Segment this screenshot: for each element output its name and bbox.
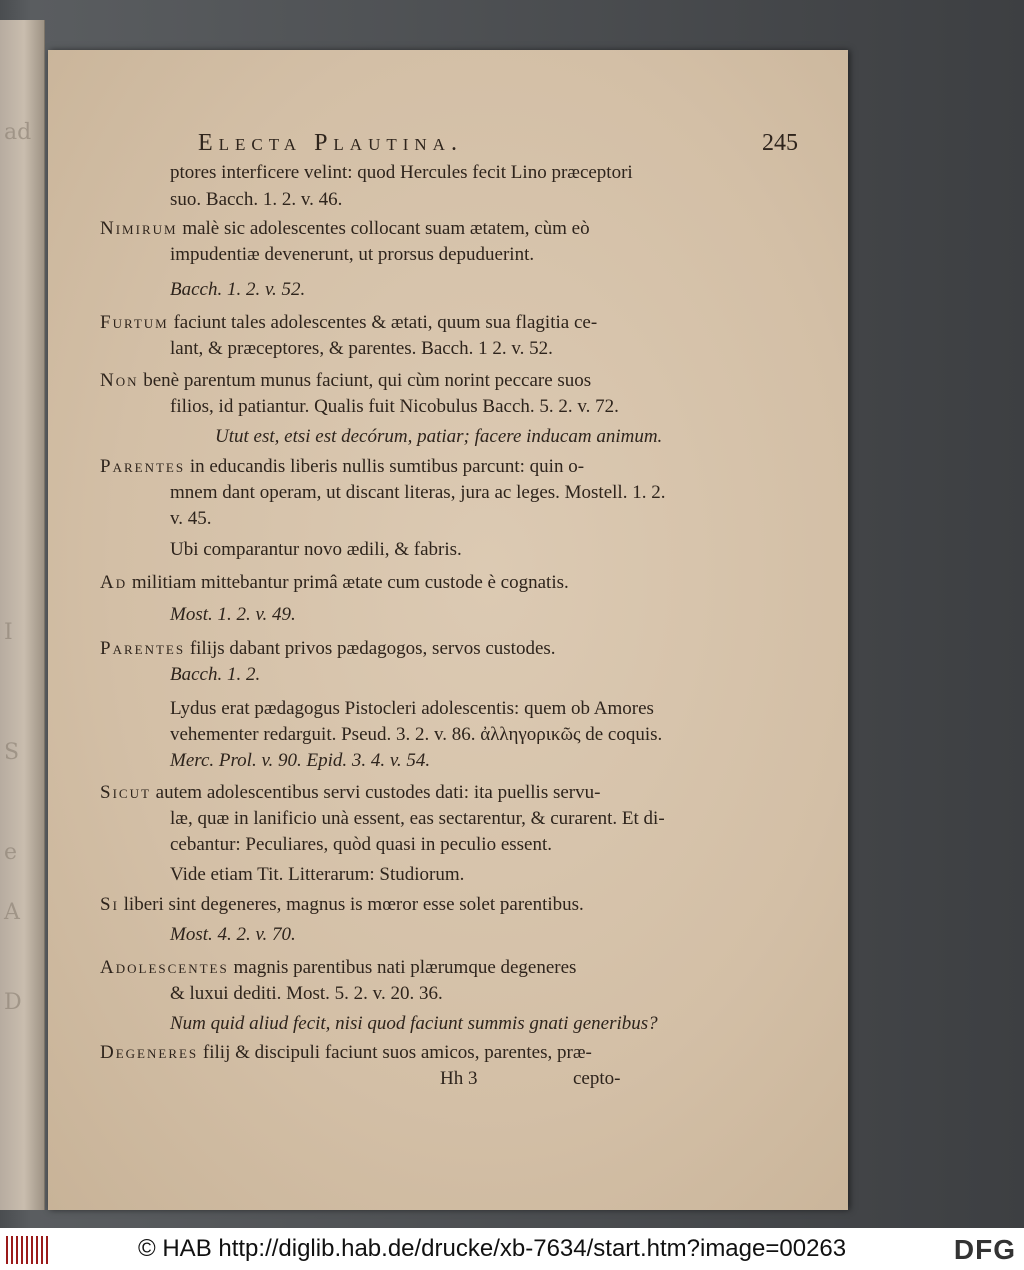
- text-line: vehementer redarguit. Pseud. 3. 2. v. 86. ἀλληγορικῶς de coquis.: [170, 724, 663, 745]
- page-header: [198, 130, 798, 166]
- text-line: cebantur: Peculiares, quòd quasi in peculio essent.: [170, 834, 553, 855]
- entry-lead: Furtum: [100, 312, 169, 333]
- text-line: Bacch. 1. 2. v. 52.: [170, 279, 306, 300]
- text-line: Ad militiam mittebantur primâ ætate cum custode è cognatis.: [100, 572, 569, 593]
- signature-mark: Hh 3: [440, 1068, 478, 1089]
- dfg-logo: DFG: [953, 1234, 1016, 1265]
- text-line: lant, & præceptores, & parentes. Bacch. 1 2. v. 52.: [170, 338, 553, 359]
- copyright-link[interactable]: © HAB http://diglib.hab.de/drucke/xb-7634/start.htm?image=00263: [138, 1235, 847, 1262]
- entry-lead: Ad: [100, 572, 128, 593]
- entry-lead: Non: [100, 370, 139, 391]
- text-line: Parentes in educandis liberis nullis sumtibus parcunt: quin o-: [100, 456, 585, 477]
- text-line: filios, id patiantur. Qualis fuit Nicobulus Bacch. 5. 2. v. 72.: [170, 396, 619, 417]
- entry-lead: Degeneres: [100, 1042, 199, 1063]
- text-line: Vide etiam Tit. Litterarum: Studiorum.: [170, 864, 465, 885]
- text-line: Sicut autem adolescentibus servi custodes dati: ita puellis servu-: [100, 782, 601, 803]
- previous-page-edge: ad I S e A D: [0, 20, 45, 1210]
- text-line: Bacch. 1. 2.: [170, 664, 261, 685]
- text-line: Furtum faciunt tales adolescentes & ætati, quum sua flagitia ce-: [100, 312, 598, 333]
- text-line: Num quid aliud fecit, nisi quod faciunt summis gnati generibus?: [170, 1013, 658, 1034]
- text-line: & luxui dediti. Most. 5. 2. v. 20. 36.: [170, 983, 443, 1004]
- text-line: Si liberi sint degeneres, magnus is mœror esse solet parentibus.: [100, 894, 584, 915]
- book-page: [48, 50, 848, 1210]
- text-line: Adolescentes magnis parentibus nati plærumque degeneres: [100, 957, 577, 978]
- entry-lead: Parentes: [100, 638, 186, 659]
- entry-lead: Nimirum: [100, 218, 178, 239]
- text-line: Nimirum malè sic adolescentes collocant suam ætatem, cùm eò: [100, 218, 590, 239]
- entry-lead: Si: [100, 894, 119, 915]
- entry-lead: Parentes: [100, 456, 186, 477]
- text-line: læ, quæ in lanificio unà essent, eas sectarentur, & curarent. Et di-: [170, 808, 665, 829]
- text-line: suo. Bacch. 1. 2. v. 46.: [170, 189, 343, 210]
- text-line: v. 45.: [170, 508, 212, 529]
- text-line: Ubi comparantur novo ædili, & fabris.: [170, 539, 462, 560]
- running-title: Electa Plautina.: [198, 130, 463, 156]
- viewer-footer: [0, 1228, 1024, 1270]
- hab-logo-icon: [6, 1236, 50, 1264]
- catchword: cepto-: [573, 1068, 621, 1089]
- page-number: 245: [762, 130, 798, 156]
- entry-lead: Sicut: [100, 782, 151, 803]
- text-line: Most. 4. 2. v. 70.: [170, 924, 296, 945]
- text-line: Parentes filijs dabant privos pædagogos, servos custodes.: [100, 638, 556, 659]
- text-line: Non benè parentum munus faciunt, qui cùm norint peccare suos: [100, 370, 592, 391]
- text-line: Merc. Prol. v. 90. Epid. 3. 4. v. 54.: [170, 750, 431, 771]
- text-block: [100, 162, 820, 1062]
- text-line: Utut est, etsi est decórum, patiar; facere inducam animum.: [215, 426, 663, 447]
- text-line: impudentiæ devenerunt, ut prorsus depuduerint.: [170, 244, 535, 265]
- text-line: Most. 1. 2. v. 49.: [170, 604, 296, 625]
- entry-lead: Adolescentes: [100, 957, 229, 978]
- text-line: mnem dant operam, ut discant literas, jura ac leges. Mostell. 1. 2.: [170, 482, 666, 503]
- text-line: ptores interficere velint: quod Hercules fecit Lino præceptori: [170, 162, 633, 183]
- text-line: Lydus erat pædagogus Pistocleri adolescentis: quem ob Amores: [170, 698, 654, 719]
- text-line: Degeneres filij & discipuli faciunt suos amicos, parentes, præ-: [100, 1042, 592, 1063]
